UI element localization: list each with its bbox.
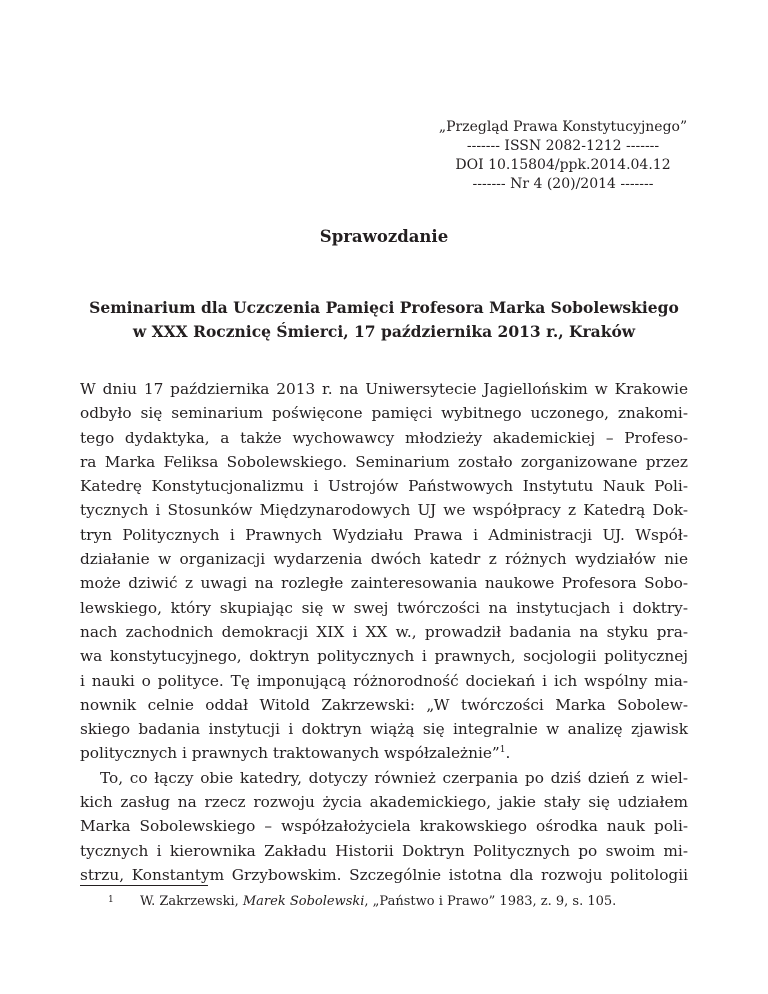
- body-line-end: .: [505, 744, 511, 763]
- body-line: działanie w organizacji wydarzenia dwóch katedr z różnych wydziałów nie: [80, 550, 688, 569]
- body-line: Marka Sobolewskiego – współzałożyciela krakowskiego ośrodka nauk poli-: [80, 817, 688, 836]
- footnote-reference[interactable]: 1: [499, 745, 506, 756]
- body-line-with-footnote: [80, 741, 688, 765]
- body-line: skiego badania instytucji i doktryn wiążą się integralnie w analizę zjawisk: [80, 720, 688, 739]
- footnote-number: 1: [108, 895, 114, 905]
- footnote-author: W. Zakrzewski,: [140, 894, 243, 909]
- body-text: [80, 377, 688, 887]
- body-line: może dziwić z uwagi na rozległe zainteresowania naukowe Profesora Sobo-: [80, 574, 688, 593]
- body-line: lewskiego, który skupiając się w swej twórczości na instytucjach i doktry-: [80, 598, 688, 617]
- issue-line: ------- Nr 4 (20)/2014 -------: [472, 176, 654, 192]
- body-line-text: politycznych i prawnych traktowanych współzależnie”: [80, 744, 500, 763]
- article-title-line-2: w XXX Rocznicę Śmierci, 17 października 2013 r., Kraków: [132, 322, 636, 341]
- body-line: tryn Politycznych i Prawnych Wydziału Prawa i Administracji UJ. Współ-: [80, 525, 688, 544]
- body-line: tycznych i Stosunków Międzynarodowych UJ we współpracy z Katedrą Dok-: [80, 501, 688, 520]
- body-line: nach zachodnich demokracji XIX i XX w., prowadził badania na styku pra-: [80, 622, 688, 641]
- footnote-source: , „Państwo i Prawo” 1983, z. 9, s. 105.: [364, 894, 617, 909]
- body-line: ra Marka Feliksa Sobolewskiego. Seminarium zostało zorganizowane przez: [80, 452, 688, 471]
- body-line: tego dydaktyka, a także wychowawcy młodzieży akademickiej – Profeso-: [80, 428, 688, 447]
- doi-line: DOI 10.15804/ppk.2014.04.12: [455, 157, 671, 173]
- body-line: odbyło się seminarium poświęcone pamięci wybitnego uczonego, znakomi-: [80, 404, 688, 423]
- body-line: tycznych i kierownika Zakładu Historii Doktryn Politycznych po swoim mi-: [80, 841, 688, 860]
- article-title: [80, 296, 688, 344]
- footnote-divider: [80, 885, 208, 886]
- footnote-text: [140, 893, 616, 911]
- body-line: nownik celnie oddał Witold Zakrzewski: „W twórczości Marka Sobolew-: [80, 695, 688, 714]
- body-line: strzu, Konstantym Grzybowskim. Szczególnie istotna dla rozwoju politologii: [80, 865, 688, 884]
- body-line: W dniu 17 października 2013 r. na Uniwersytecie Jagiellońskim w Krakowie: [80, 380, 688, 398]
- journal-name: „Przegląd Prawa Konstytucyjnego”: [438, 119, 688, 135]
- body-line: i nauki o polityce. Tę imponującą różnorodność dociekań i ich wspólny mia-: [80, 671, 688, 690]
- body-line: kich zasług na rzecz rozwoju życia akademickiego, jakie stały się udziałem: [80, 793, 688, 812]
- footnote-work-title: Marek Sobolewski: [242, 894, 365, 909]
- issn-line: ------- ISSN 2082-1212 -------: [466, 138, 660, 154]
- article-title-line-1: Seminarium dla Uczczenia Pamięci Profesora Marka Sobolewskiego: [89, 298, 679, 317]
- section-title: Sprawozdanie: [319, 227, 449, 246]
- body-line: To, co łączy obie katedry, dotyczy również czerpania po dziś dzień z wiel-: [100, 768, 688, 787]
- body-line: Katedrę Konstytucjonalizmu i Ustrojów Państwowych Instytutu Nauk Poli-: [80, 477, 688, 496]
- journal-header: [418, 118, 708, 194]
- body-line: wa konstytucyjnego, doktryn politycznych i prawnych, socjologii politycznej: [80, 647, 688, 666]
